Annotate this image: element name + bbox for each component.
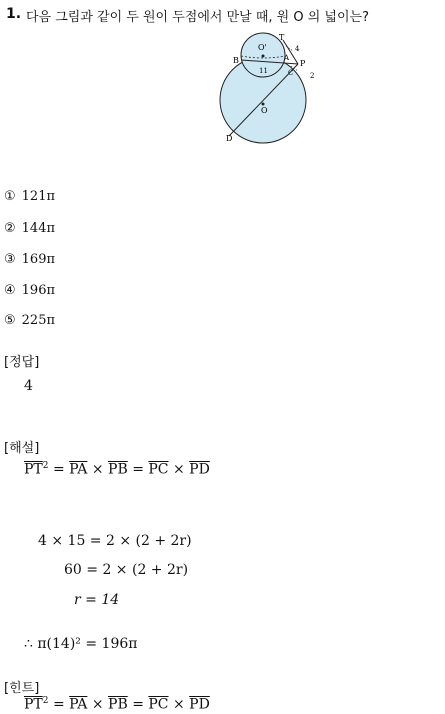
label-o-prime: O' (258, 43, 267, 52)
choice-mark: ③ (4, 252, 16, 267)
two-circles-figure (215, 30, 325, 148)
choice-3[interactable] (4, 252, 55, 267)
label-d: D (226, 134, 233, 143)
choice-1[interactable] (4, 189, 55, 204)
label-b: B (233, 56, 239, 65)
choice-5[interactable] (4, 313, 55, 328)
explanation-power-of-point: $\overline{PT}^2 = \overline{PA} \times \overline{PB} = \overline{PC} \times \overline{PD}$ (24, 461, 210, 478)
label-c: C (288, 69, 294, 77)
hint-label: [힌트] (4, 681, 40, 696)
label-o: O (261, 106, 268, 115)
choice-mark: ⑤ (4, 313, 16, 328)
explanation-conclusion: ∴ π(14)² = 196π (24, 636, 138, 652)
choice-4[interactable] (4, 283, 55, 298)
label-2: 2 (310, 72, 315, 80)
explanation-label: [해설] (4, 441, 40, 456)
question-number: 1. (6, 6, 22, 22)
explanation-step-2: 60 = 2 × (2 + 2r) (64, 562, 189, 578)
answer-value: 4 (24, 378, 33, 394)
label-11: 11 (259, 67, 268, 75)
explanation-step-3: r = 14 (74, 592, 120, 608)
choice-value: 196π (21, 283, 56, 298)
label-a: A (284, 54, 290, 62)
answer-label: [정답] (4, 355, 40, 370)
choice-value: 144π (21, 221, 56, 236)
choice-2[interactable] (4, 221, 55, 236)
choice-value: 225π (21, 313, 56, 328)
question-text: 다음 그림과 같이 두 원이 두점에서 만날 때, 원 O 의 넓이는? (26, 10, 369, 25)
explanation-step-1: 4 × 15 = 2 × (2 + 2r) (38, 533, 192, 549)
choice-mark: ② (4, 221, 16, 236)
choice-mark: ① (4, 189, 16, 204)
label-t: T (279, 33, 285, 42)
choice-mark: ④ (4, 283, 16, 298)
label-p: P (300, 59, 306, 68)
choice-value: 169π (21, 252, 56, 267)
hint-power-of-point: $\overline{PT}^2 = \overline{PA} \times \overline{PB} = \overline{PC} \times \overline{PD}$ (24, 696, 210, 713)
choice-value: 121π (21, 189, 56, 204)
label-4: 4 (295, 45, 300, 53)
